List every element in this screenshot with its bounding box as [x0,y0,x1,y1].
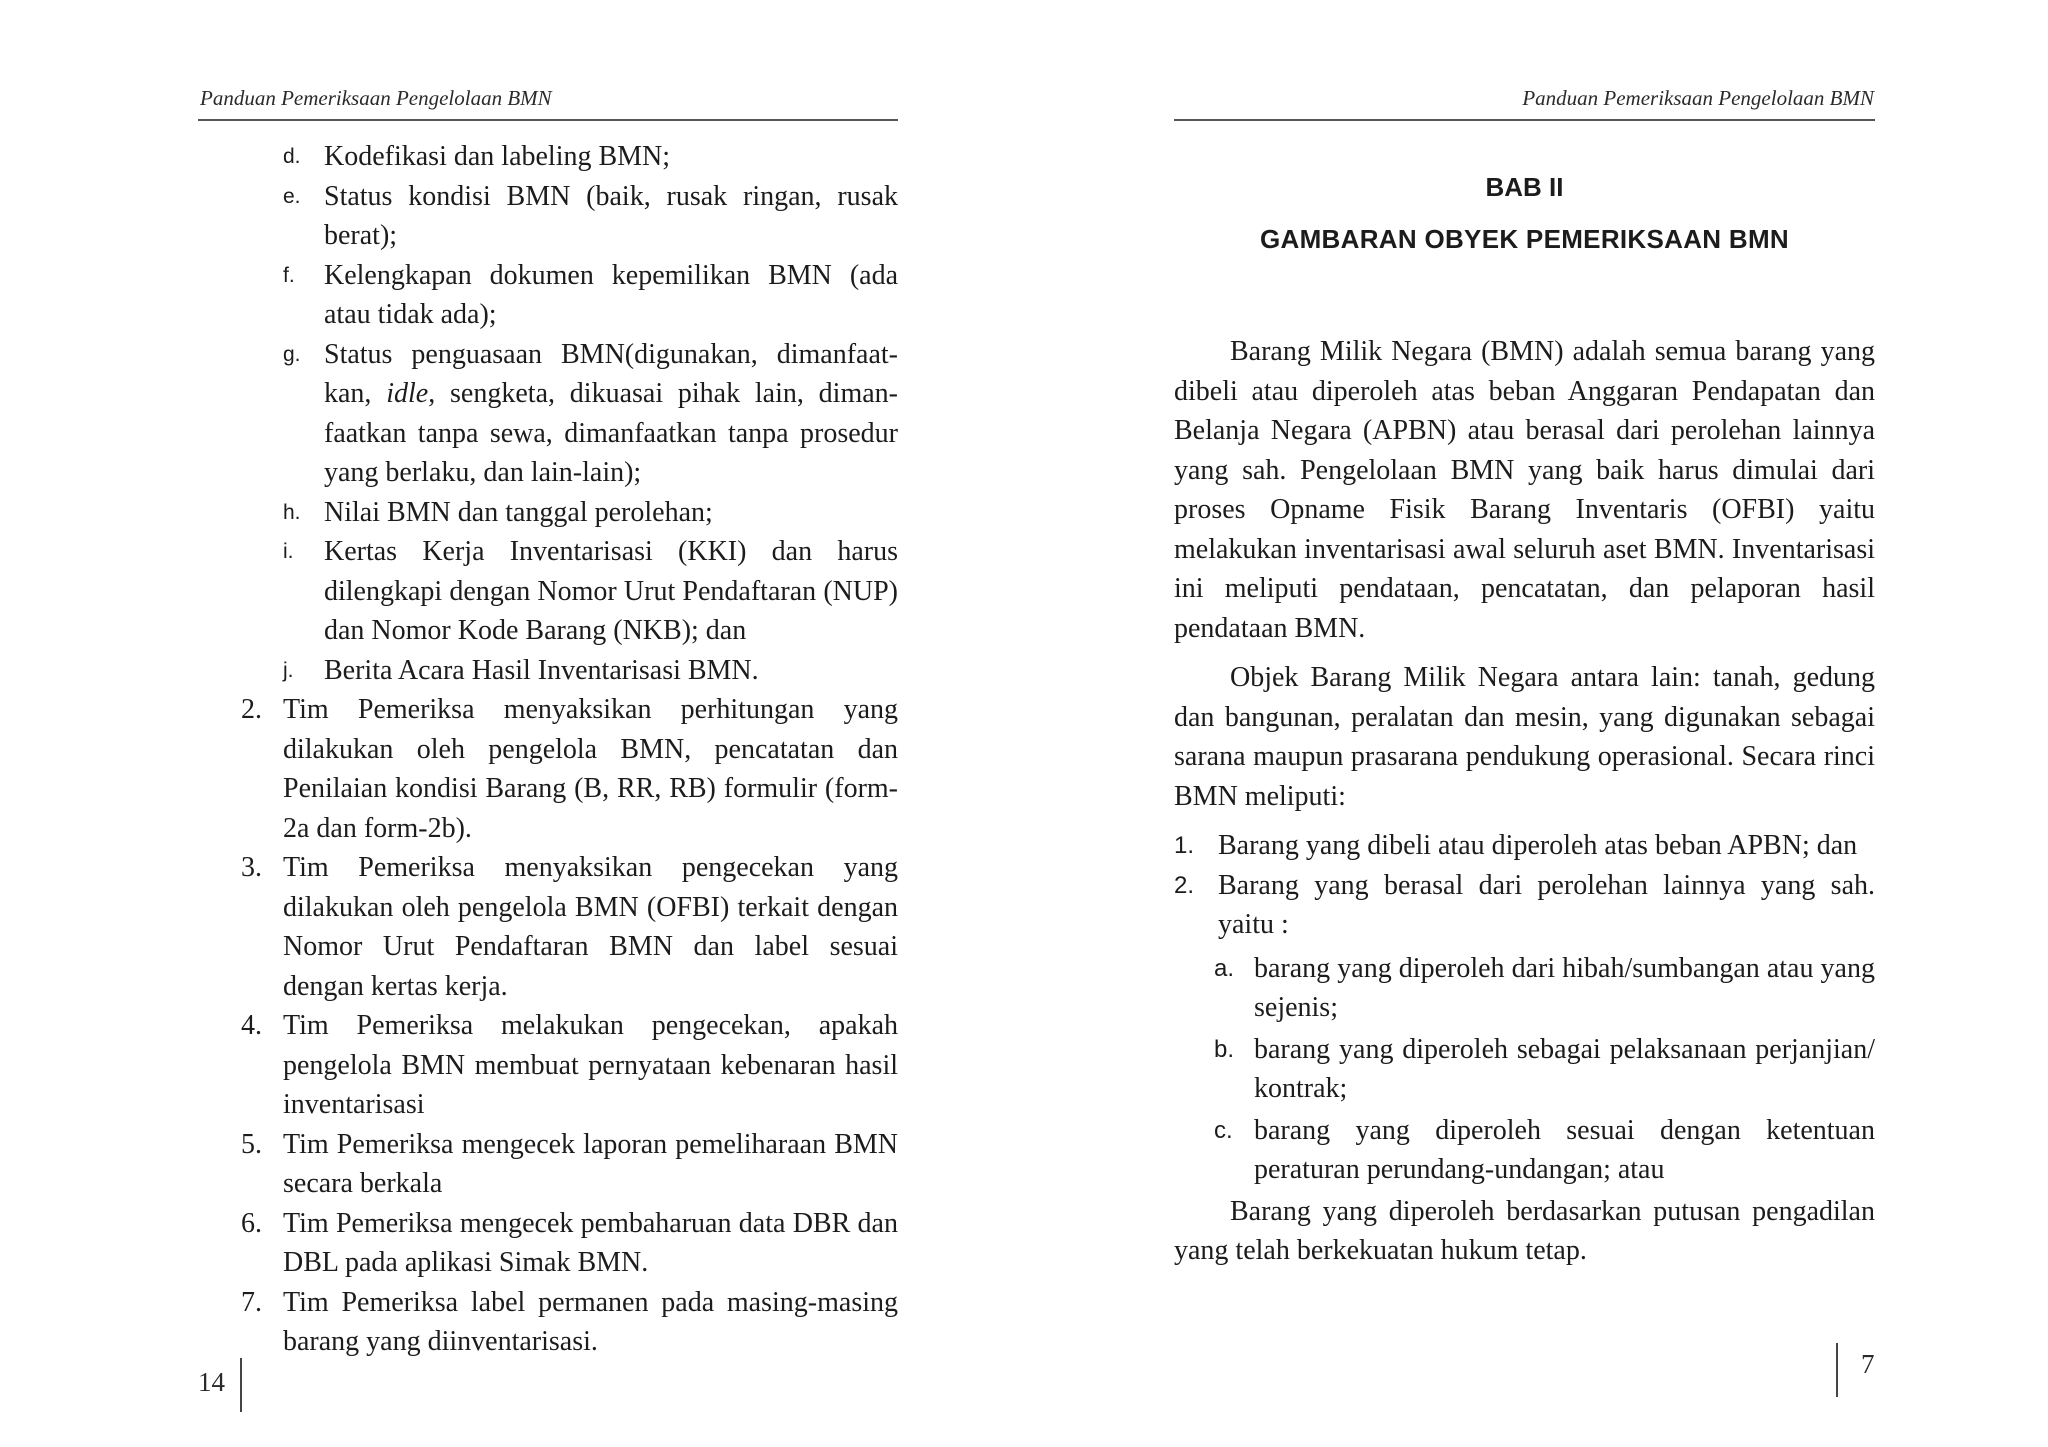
list-item-number: 6. [241,1207,262,1239]
list-item-label: b. [1214,1035,1235,1063]
list-item-number: 3. [241,852,262,883]
list-item-label: a. [1214,954,1235,982]
list-item-text: Tim Pemeriksa melakukan pengecekan, apakah pengelola BMN membuat pernyataan kebenaran hasil inventarisasi [283,1010,898,1120]
list-item-number: 2. [241,694,262,725]
list-item [283,493,898,533]
text-segment: , sengketa, dikuasai pihak lain, diman-faatkan tanpa sewa, dimanfaatkan tanpa prosedur yang berlaku, dan lain-lain); [324,378,898,488]
list-item [283,651,898,691]
list-item-text: Tim Pemeriksa menyaksikan perhitungan yang dilakukan oleh pengelola BMN, pencatatan dan Penilaian kondisi Barang (B, RR, RB) formulir (form-2a dan form-2b). [283,694,898,844]
list-item [241,848,898,1006]
body-paragraph: Objek Barang Milik Negara antara lain: tanah, gedung dan bangunan, peralatan dan mesin, yang digunakan sebagai sarana maupun prasarana pendukung operasional. Secara rinci BMN meliputi: [1174,662,1875,812]
list-item-label: c. [1214,1116,1233,1144]
list-item [283,177,898,256]
closing-paragraph: Barang yang diperoleh berdasarkan putusan pengadilan yang telah berkekuatan hukum tetap. [1174,1195,1875,1266]
list-item [241,1125,898,1204]
list-item [283,137,898,177]
list-item-text: Tim Pemeriksa mengecek pembaharuan data DBR dan DBL pada aplikasi Simak BMN. [283,1207,898,1278]
list-item-number: 2. [1174,871,1195,899]
list-item-label: d. [283,145,301,168]
numbered-list [241,690,898,1362]
list-item-text: Kertas Kerja Inventarisasi (KKI) dan harus dilengkapi dengan Nomor Urut Pendaftaran (NUP) dan Nomor Kode Barang (NKB); dan [324,536,898,646]
list-item [283,335,898,493]
list-item-text: Berita Acara Hasil Inventarisasi BMN. [324,654,759,686]
list-item [1214,1030,1875,1109]
list-item [283,256,898,335]
sub-item-list [1214,949,1875,1190]
list-item [241,1283,898,1362]
list-item-number: 4. [241,1010,262,1041]
list-item [1174,866,1875,945]
list-item-text: Nilai BMN dan tanggal perolehan; [324,496,713,528]
header-rule [1174,119,1875,121]
numbered-list [1174,826,1875,945]
list-item-text: Tim Pemeriksa menyaksikan pengecekan yang dilakukan oleh pengelola BMN (OFBI) terkait dengan Nomor Urut Pendaftaran BMN dan label sesuai dengan kertas kerja. [283,852,898,1002]
chapter-number: BAB II [1485,172,1564,202]
chapter-title: GAMBARAN OBYEK PEMERIKSAAN BMN [1259,224,1789,254]
list-item-text [324,335,898,493]
list-item [241,690,898,848]
body-paragraph: Barang Milik Negara (BMN) adalah semua barang yang dibeli atau diperoleh atas beban Anggaran Pendapatan dan Belanja Negara (APBN) atau berasal dari perolehan lainnya yang sah. Pengelolaan BMN yang baik harus dimulai dari proses Opname Fisik Barang Inventaris (OFBI) yaitu melakukan inventarisasi awal seluruh aset BMN. Inventarisasi ini meliputi pendataan, pencatatan, dan pelaporan hasil pendataan BMN. [1174,336,1875,644]
page-number: 7 [1861,1349,1875,1379]
list-item-text: barang yang diperoleh dari hibah/sumbangan atau yang sejenis; [1254,952,1875,1023]
list-item-text: Tim Pemeriksa mengecek laporan pemeliharaan BMN secara berkala [283,1128,898,1199]
list-item-label: f. [283,263,295,287]
running-head: Panduan Pemeriksaan Pengelolaan BMN [1522,86,1874,110]
page-number: 14 [198,1367,225,1397]
sub-item-list [283,137,898,690]
right-page-content [1174,332,1875,1281]
list-item [283,532,898,651]
running-head: Panduan Pemeriksaan Pengelolaan BMN [200,86,552,110]
italic-term: idle [386,378,429,409]
list-item-text: barang yang diperoleh sesuai dengan ketentuan peraturan perundang-undangan; atau [1254,1114,1875,1185]
list-item-label: i. [283,540,294,563]
list-item-label: e. [283,184,301,208]
page-number-rule [240,1358,242,1412]
left-page-content [241,137,898,1362]
list-item [1174,826,1875,866]
list-item [1214,949,1875,1028]
list-item [241,1006,898,1125]
list-item-text: barang yang diperoleh sebagai pelaksanaan perjanjian/ kontrak; [1254,1033,1875,1104]
text-segment: Status penguasaan BMN(digunakan, dimanfaat-kan, [324,338,898,409]
list-item-text: Kelengkapan dokumen kepemilikan BMN (ada atau tidak ada); [324,259,898,330]
list-item-label: j. [283,658,294,682]
page-number-rule [1836,1343,1838,1397]
list-item-text: Status kondisi BMN (baik, rusak ringan, rusak berat); [324,180,898,251]
list-item [241,1204,898,1283]
list-item-number: 5. [241,1128,262,1160]
list-item-label: h. [283,500,301,524]
list-item-number: 7. [241,1286,262,1318]
list-item-label: g. [283,342,301,366]
list-item-text: Barang yang dibeli atau diperoleh atas beban APBN; dan [1218,830,1858,861]
list-item-text: Kodefikasi dan labeling BMN; [324,141,671,172]
list-item-text: Barang yang berasal dari perolehan lainnya yang sah. yaitu : [1218,869,1875,940]
header-rule [198,119,898,121]
right-page [1024,0,2048,1447]
list-item [1214,1111,1875,1190]
list-item-number: 1. [1174,832,1195,859]
list-item-text: Tim Pemeriksa label permanen pada masing-masing barang yang diinventarisasi. [283,1286,898,1357]
